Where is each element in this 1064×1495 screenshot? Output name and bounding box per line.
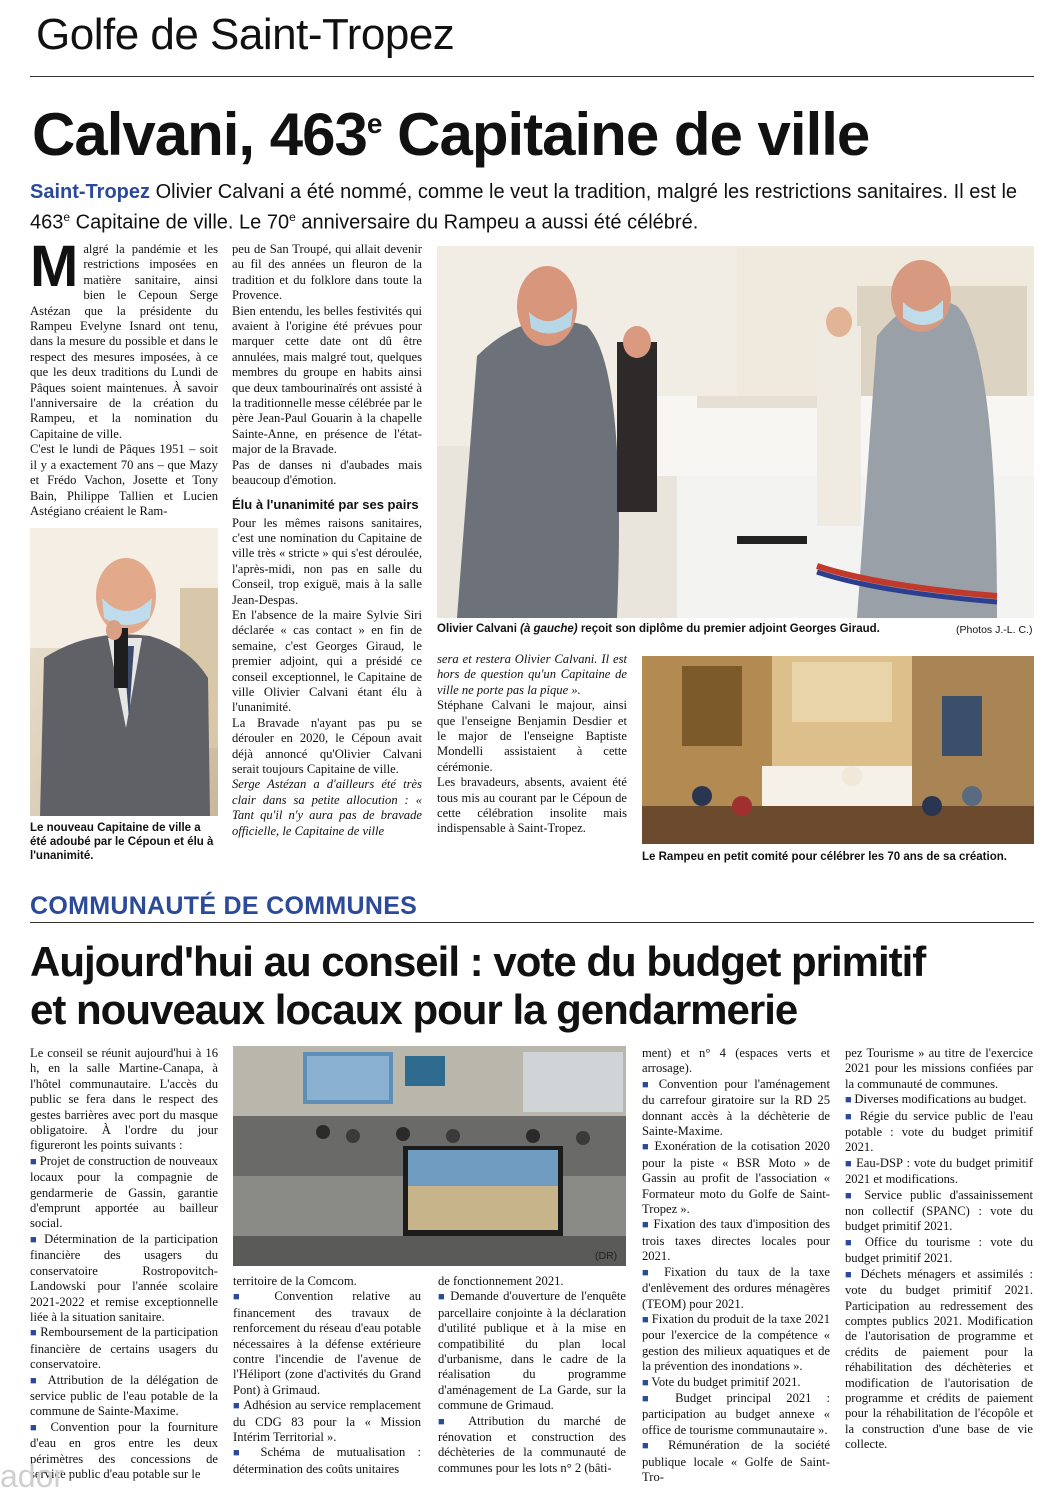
agenda-item: ■ Projet de construction de nouveaux locaux pour la compagnie de gendarmerie de Gassin, garantie d'emprunt apportée au bailleur social. — [30, 1153, 218, 1231]
bullet-icon: ■ — [845, 1189, 865, 1202]
bullet-icon: ■ — [30, 1155, 40, 1168]
bullet-icon: ■ — [30, 1374, 48, 1387]
article1-col3: sera et restera Olivier Calvani. Il est hors de question qu'un Capitaine de ville ne porte pas la pique ». Stéphane Calvani le majour, ainsi que l'enseigne Benjamin Desdier et le major de l'enseigne Baptiste Mondelli assistaient à cette cérémonie. Les bravadeurs, absents, avaient été tous mis au courant par le Cépoun de cette célébration insolite mais indispensable à Saint-Tropez. — [437, 652, 627, 836]
article2-col4: ment) et n° 4 (espaces verts et arrosage). ■ Convention pour l'aménagement du carrefour giratoire sur la RD 25 donnant accès à la déchèterie de Sainte-Maxime. ■ Exonération de la cotisation 2020 pour la piste « BSR Moto » de Gassin au profit de l'association « Formateur moto du Golfe de Saint-Tropez ». ■ Fixation des taux d'imposition des trois taxes directes locales pour 2021. ■ Fixation du taux de la taxe d'enlèvement des ordures ménagères (TEOM) pour 2021. ■ Fixation du produit de la taxe 2021 pour l'exercice de la compétence « gestion des milieux aquatiques et de la prévention des inondations ». ■ Vote du budget primitif 2021. ■ Budget principal 2021 : participation au budget annexe « office de tourisme communautaire ». ■ Rémunération de la société publique locale « Golfe de Saint-Tro- — [642, 1046, 830, 1484]
agenda-item: ■ Attribution du marché de rénovation et construction des déchèteries de la communauté de communes pour les lots n° 2 (bâti- — [438, 1413, 626, 1475]
caption-main: Olivier Calvani (à gauche) reçoit son diplôme du premier adjoint Georges Giraud. — [437, 623, 880, 635]
article2-col2: territoire de la Comcom. ■ Convention relative au financement des travaux de renforcement du réseau d'eau potable nécessaires à la défense extérieure contre l'incendie de l'avenue de l'Héliport (zone d'activités du Grand Pont) à Grimaud. ■ Adhésion au service remplacement du CDG 83 pour la « Mission Intérim Territorial ». ■ Schéma de mutualisation : détermination des coûts unitaires — [233, 1274, 421, 1476]
portrait-photo — [30, 528, 218, 816]
bullet-icon: ■ — [30, 1327, 41, 1340]
bullet-icon: ■ — [642, 1376, 652, 1389]
council-photo-credit: (DR) — [595, 1250, 618, 1262]
agenda-item: ■ Eau-DSP : vote du budget primitif 2021 et modifications. — [845, 1155, 1033, 1187]
section-rule — [30, 76, 1034, 77]
watermark: ador — [0, 1458, 65, 1494]
agenda-item: ■ Détermination de la participation financière des usagers du conservatoire Rostropovitch-Landowski pour l'année scolaire 2021-2022 et remise exceptionnelle liée à la situation sanitaire. — [30, 1231, 218, 1324]
agenda-item: ■ Exonération de la cotisation 2020 pour la piste « BSR Moto » de Gassin au profit de l'association « Formateur moto du Golfe de Saint-Tropez ». — [642, 1139, 830, 1217]
bullet-icon: ■ — [233, 1447, 261, 1460]
bullet-icon: ■ — [642, 1078, 659, 1091]
dropcap: M — [30, 234, 79, 299]
agenda-item: ■ Demande d'ouverture de l'enquête parcellaire conjointe à la déclaration d'utilité publique et à la mise en compatibilité du plan local d'urbanisme, dans le cadre de la réalisation du programme d'aménagement de La Garde, sur la commune de Grimaud. — [438, 1289, 626, 1413]
bullet-icon: ■ — [845, 1157, 857, 1170]
agenda-item: ■ Service public d'assainissement non collectif (SPANC) : vote du budget primitif 2021. — [845, 1187, 1033, 1234]
article1-col2: peu de San Troupé, qui allait devenir au fil des années un fleuron de la tradition et du folklore dans toute la Provence. Bien entendu, les belles festivités qui avaient à l'origine été prévues pour marquer cette date ont dû être annulées, mais malgré tout, quelques membres du groupe en habits ainsi que deux tambourinaïrés ont assisté à la traditionnelle messe célébrée par le père Jean-Paul Gouarin à la chapelle Sainte-Anne, en présence de l'état-major de la Bravade. Pas de danses ni d'aubades mais beaucoup d'émotion. Élu à l'unanimité par ses pairs Pour les mêmes raisons sanitaires, c'est une nomination du Capitaine de ville très « stricte » qui s'est déroulée, l'après-midi, non pas en salle du Conseil, trop exiguë, mais à la salle Jean-Despas. En l'absence de la maire Sylvie Siri déclarée « cas contact » en fin de semaine, c'est Georges Giraud, le premier adjoint, qui a présidé ce conseil exceptionnel, le Capitaine de ville Olivier Calvani étant élu à l'unanimité. La Bravade n'ayant pas pu se dérouler en 2020, le Cépoun avait déjà annoncé qu'Olivier Calvani serait toujours Capitaine de ville. Serge Astézan a d'ailleurs été très clair dans sa petite allocution : « Tant qu'il n'y aura pas de bravade officielle, le Capitaine de ville — [232, 242, 422, 838]
article2-headline: Aujourd'hui au conseil : vote du budget primitif et nouveaux locaux pour la gendarmerie — [30, 938, 926, 1033]
caption-portrait: Le nouveau Capitaine de ville a été adoubé par le Cépoun et élu à l'unanimité. — [30, 822, 214, 862]
main-photo — [437, 246, 1034, 618]
subhead: Élu à l'unanimité par ses pairs — [232, 496, 419, 512]
bullet-icon: ■ — [233, 1400, 244, 1413]
agenda-item: ■ Convention pour l'aménagement du carrefour giratoire sur la RD 25 donnant accès à la déchèterie de Sainte-Maxime. — [642, 1076, 830, 1139]
bullet-icon: ■ — [845, 1094, 855, 1107]
agenda-item: ■ Convention pour la fourniture d'eau en gros entre les deux périmètres des concessions de service public d'eau potable sur le — [30, 1419, 218, 1481]
article2-rule — [30, 922, 1034, 923]
article1-headline: Calvani, 463e Capitaine de ville — [32, 101, 870, 168]
agenda-item: ■ Fixation du produit de la taxe 2021 pour l'exercice de la compétence « gestion des milieux aquatiques et de la prévention des inondations ». — [642, 1311, 830, 1374]
article2-kicker: COMMUNAUTÉ DE COMMUNES — [30, 892, 418, 920]
bullet-icon: ■ — [642, 1219, 654, 1232]
caption-chapel: Le Rampeu en petit comité pour célébrer les 70 ans de sa création. — [642, 851, 1007, 863]
bullet-icon: ■ — [642, 1313, 652, 1326]
agenda-item: ■ Vote du budget primitif 2021. — [642, 1374, 801, 1389]
bullet-icon: ■ — [642, 1392, 676, 1405]
agenda-item: ■ Déchets ménagers et assimilés : vote du budget primitif 2021. Participation au redressement des comptes publics 2021. Modification de l'autorisation de programme et crédits de paiement pour la réhabilitation des déchèteries et modification de l'autorisation de programme et crédits de paiement pour la réhabilitation de l'écopôle et la construction d'une base de vie collecte. — [845, 1266, 1033, 1452]
agenda-item: ■ Fixation des taux d'imposition des trois taxes directes locales pour 2021. — [642, 1217, 830, 1264]
agenda-item: ■ Diverses modifications au budget. — [845, 1092, 1027, 1107]
agenda-item: ■ Schéma de mutualisation : détermination des coûts unitaires — [233, 1445, 421, 1476]
agenda-item: ■ Office du tourisme : vote du budget primitif 2021. — [845, 1234, 1033, 1266]
agenda-item: ■ Remboursement de la participation financière de certains usagers du conservatoire. — [30, 1325, 219, 1372]
bullet-icon: ■ — [845, 1236, 865, 1249]
agenda-item: ■ Convention relative au financement des travaux de renforcement du réseau d'eau potable nécessaires à la défense extérieure contre l'incendie de l'avenue de l'Héliport (zone d'activités du Grand Pont) à Grimaud. — [233, 1289, 421, 1397]
lead-kicker: Saint-Tropez — [30, 181, 151, 203]
bullet-icon: ■ — [845, 1110, 860, 1123]
bullet-icon: ■ — [438, 1291, 451, 1304]
bullet-icon: ■ — [30, 1233, 45, 1246]
agenda-item: ■ Budget principal 2021 : participation au budget annexe « office de tourisme communautaire ». — [642, 1390, 830, 1437]
bullet-icon: ■ — [438, 1415, 469, 1428]
council-photo — [233, 1046, 626, 1266]
bullet-icon: ■ — [233, 1291, 275, 1304]
bullet-icon: ■ — [845, 1268, 861, 1281]
agenda-item: ■ Régie du service public de l'eau potable : vote du budget primitif 2021. — [845, 1108, 1033, 1155]
agenda-item: ■ Rémunération de la société publique locale « Golfe de Saint-Tro- — [642, 1438, 830, 1484]
bullet-icon: ■ — [642, 1440, 669, 1453]
agenda-item: ■ Adhésion au service remplacement du CDG 83 pour la « Mission Intérim Territorial ». — [233, 1398, 421, 1445]
section-title: Golfe de Saint-Tropez — [36, 10, 455, 59]
article2-col5: pez Tourisme » au titre de l'exercice 2021 pour les missions confiées par la communauté de communes. ■ Diverses modifications au budget. ■ Régie du service public de l'eau potable : vote du budget primitif 2021. ■ Eau-DSP : vote du budget primitif 2021 et modifications. ■ Service public d'assainissement non collectif (SPANC) : vote du budget primitif 2021. ■ Office du tourisme : vote du budget primitif 2021. ■ Déchets ménagers et assimilés : vote du budget primitif 2021. Participation au redressement des comptes publics 2021. Modification de l'autorisation de programme et crédits de paiement pour la réhabilitation des déchèteries et modification de l'autorisation de programme et crédits de paiement pour la réhabilitation de l'écopôle et la construction d'une base de vie collecte. — [845, 1046, 1033, 1452]
bullet-icon: ■ — [642, 1266, 665, 1279]
bullet-icon: ■ — [30, 1421, 51, 1434]
article2-col1: Le conseil se réunit aujourd'hui à 16 h, en la salle Martine-Canapa, à l'hôtel communautaire. L'accès du public se fera dans le respect des gestes barrières avec port du masque obligatoire. À l'ordre du jour figureront les points suivants : ■ Projet de construction de nouveaux locaux pour la compagnie de gendarmerie de Gassin, garantie d'emprunt apportée au bailleur social. ■ Détermination de la participation financière des usagers du conservatoire Rostropovitch-Landowski pour l'année scolaire 2021-2022 et remise exceptionnelle liée à la situation sanitaire. ■ Remboursement de la participation financière de certains usagers du conservatoire. ■ Attribution de la délégation de service public de l'eau potable de la commune de Sainte-Maxime. ■ Convention pour la fourniture d'eau en gros entre les deux périmètres des concessions de service public d'eau potable sur le — [30, 1046, 219, 1481]
chapel-photo — [642, 656, 1034, 844]
article1-lead: Saint-Tropez Olivier Calvani a été nommé, comme le veut la tradition, malgré les restrictions sanitaires. Il est le 463e Capitaine de ville. Le 70e anniversaire du Rampeu a aussi été célébré. — [30, 181, 1018, 234]
bullet-icon: ■ — [642, 1141, 655, 1154]
agenda-item: ■ Attribution de la délégation de service public de l'eau potable de la commune de Sainte-Maxime. — [30, 1372, 218, 1419]
photo-credit: (Photos J.-L. C.) — [956, 624, 1033, 636]
article2-col3: de fonctionnement 2021. ■ Demande d'ouverture de l'enquête parcellaire conjointe à la déclaration d'utilité publique et à la mise en compatibilité du plan local d'urbanisme, dans le cadre de la réalisation du programme d'aménagement de La Garde, sur la commune de Grimaud. ■ Attribution du marché de rénovation et construction des déchèteries de la communauté de communes pour les lots n° 2 (bâti- — [438, 1274, 626, 1475]
agenda-item: ■ Fixation du taux de la taxe d'enlèvement des ordures ménagères (TEOM) pour 2021. — [642, 1264, 830, 1311]
article1-col1: Malgré la pandémie et les restrictions imposées en matière sanitaire, ainsi bien le Cepoun Serge Astézan que la présidente du Rampeu Evelyne Isnard ont tenu, dans la mesure du possible et dans le respect des mesures imposées, à ce que les deux traditions du Lundi de Pâques soient maintenues. À savoir l'anniversaire de la création du Rampeu, et la nomination du Capitaine de ville. C'est le lundi de Pâques 1951 – soit il y a exactement 70 ans – que Mazy et Frédo Vachon, Josette et Tony Bain, Philippe Tallien et Lucien Astégiano créaient le Ram- — [30, 234, 218, 518]
